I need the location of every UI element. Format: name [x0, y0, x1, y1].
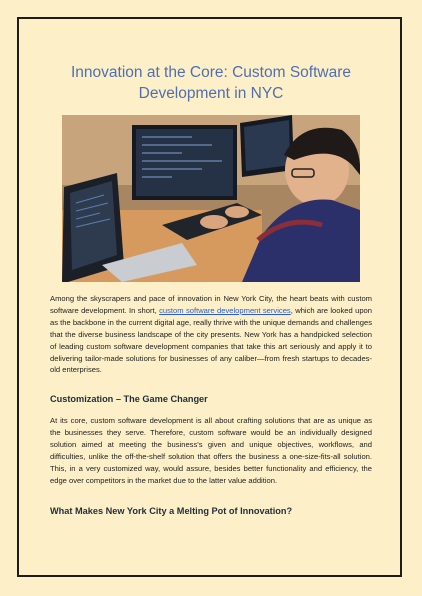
custom-software-services-link[interactable]: custom software development services: [159, 305, 291, 315]
document-title: Innovation at the Core: Custom Software Development in NYC: [70, 64, 351, 102]
intro-paragraph: Among the skyscrapers and pace of innovation in New York City, the heart beats with custom software development. In short, custom software development services, which are looked upon as the backbone in the current digital age, really thrive with the unique demands and challenges that the diverse business landscape of the city presents. New York has a handpicked selection of leading custom software development companies that take this art seriously and apply it to delivering tailor-made solutions for businesses of any caliber—from fresh startups to decades-old enterprises.: [50, 294, 372, 375]
section-heading-customization: Customization – The Game Changer: [50, 394, 208, 404]
section-heading-melting-pot: What Makes New York City a Melting Pot of Innovation?: [50, 506, 293, 516]
hero-image: [62, 115, 360, 282]
customization-paragraph: At its core, custom software development is all about crafting solutions that are as unique as the businesses they serve. Therefore, custom software would be an individually designed solution aimed at meeting the business's given and unique objectives, workflows, and difficulties, unlike the off-the-shelf solution that offers the business a one-size-fits-all solution. This, in a very customized way, would assure, besides better functionality and efficiency, the edge over competitors in the market due to the latter value addition.: [50, 416, 372, 485]
